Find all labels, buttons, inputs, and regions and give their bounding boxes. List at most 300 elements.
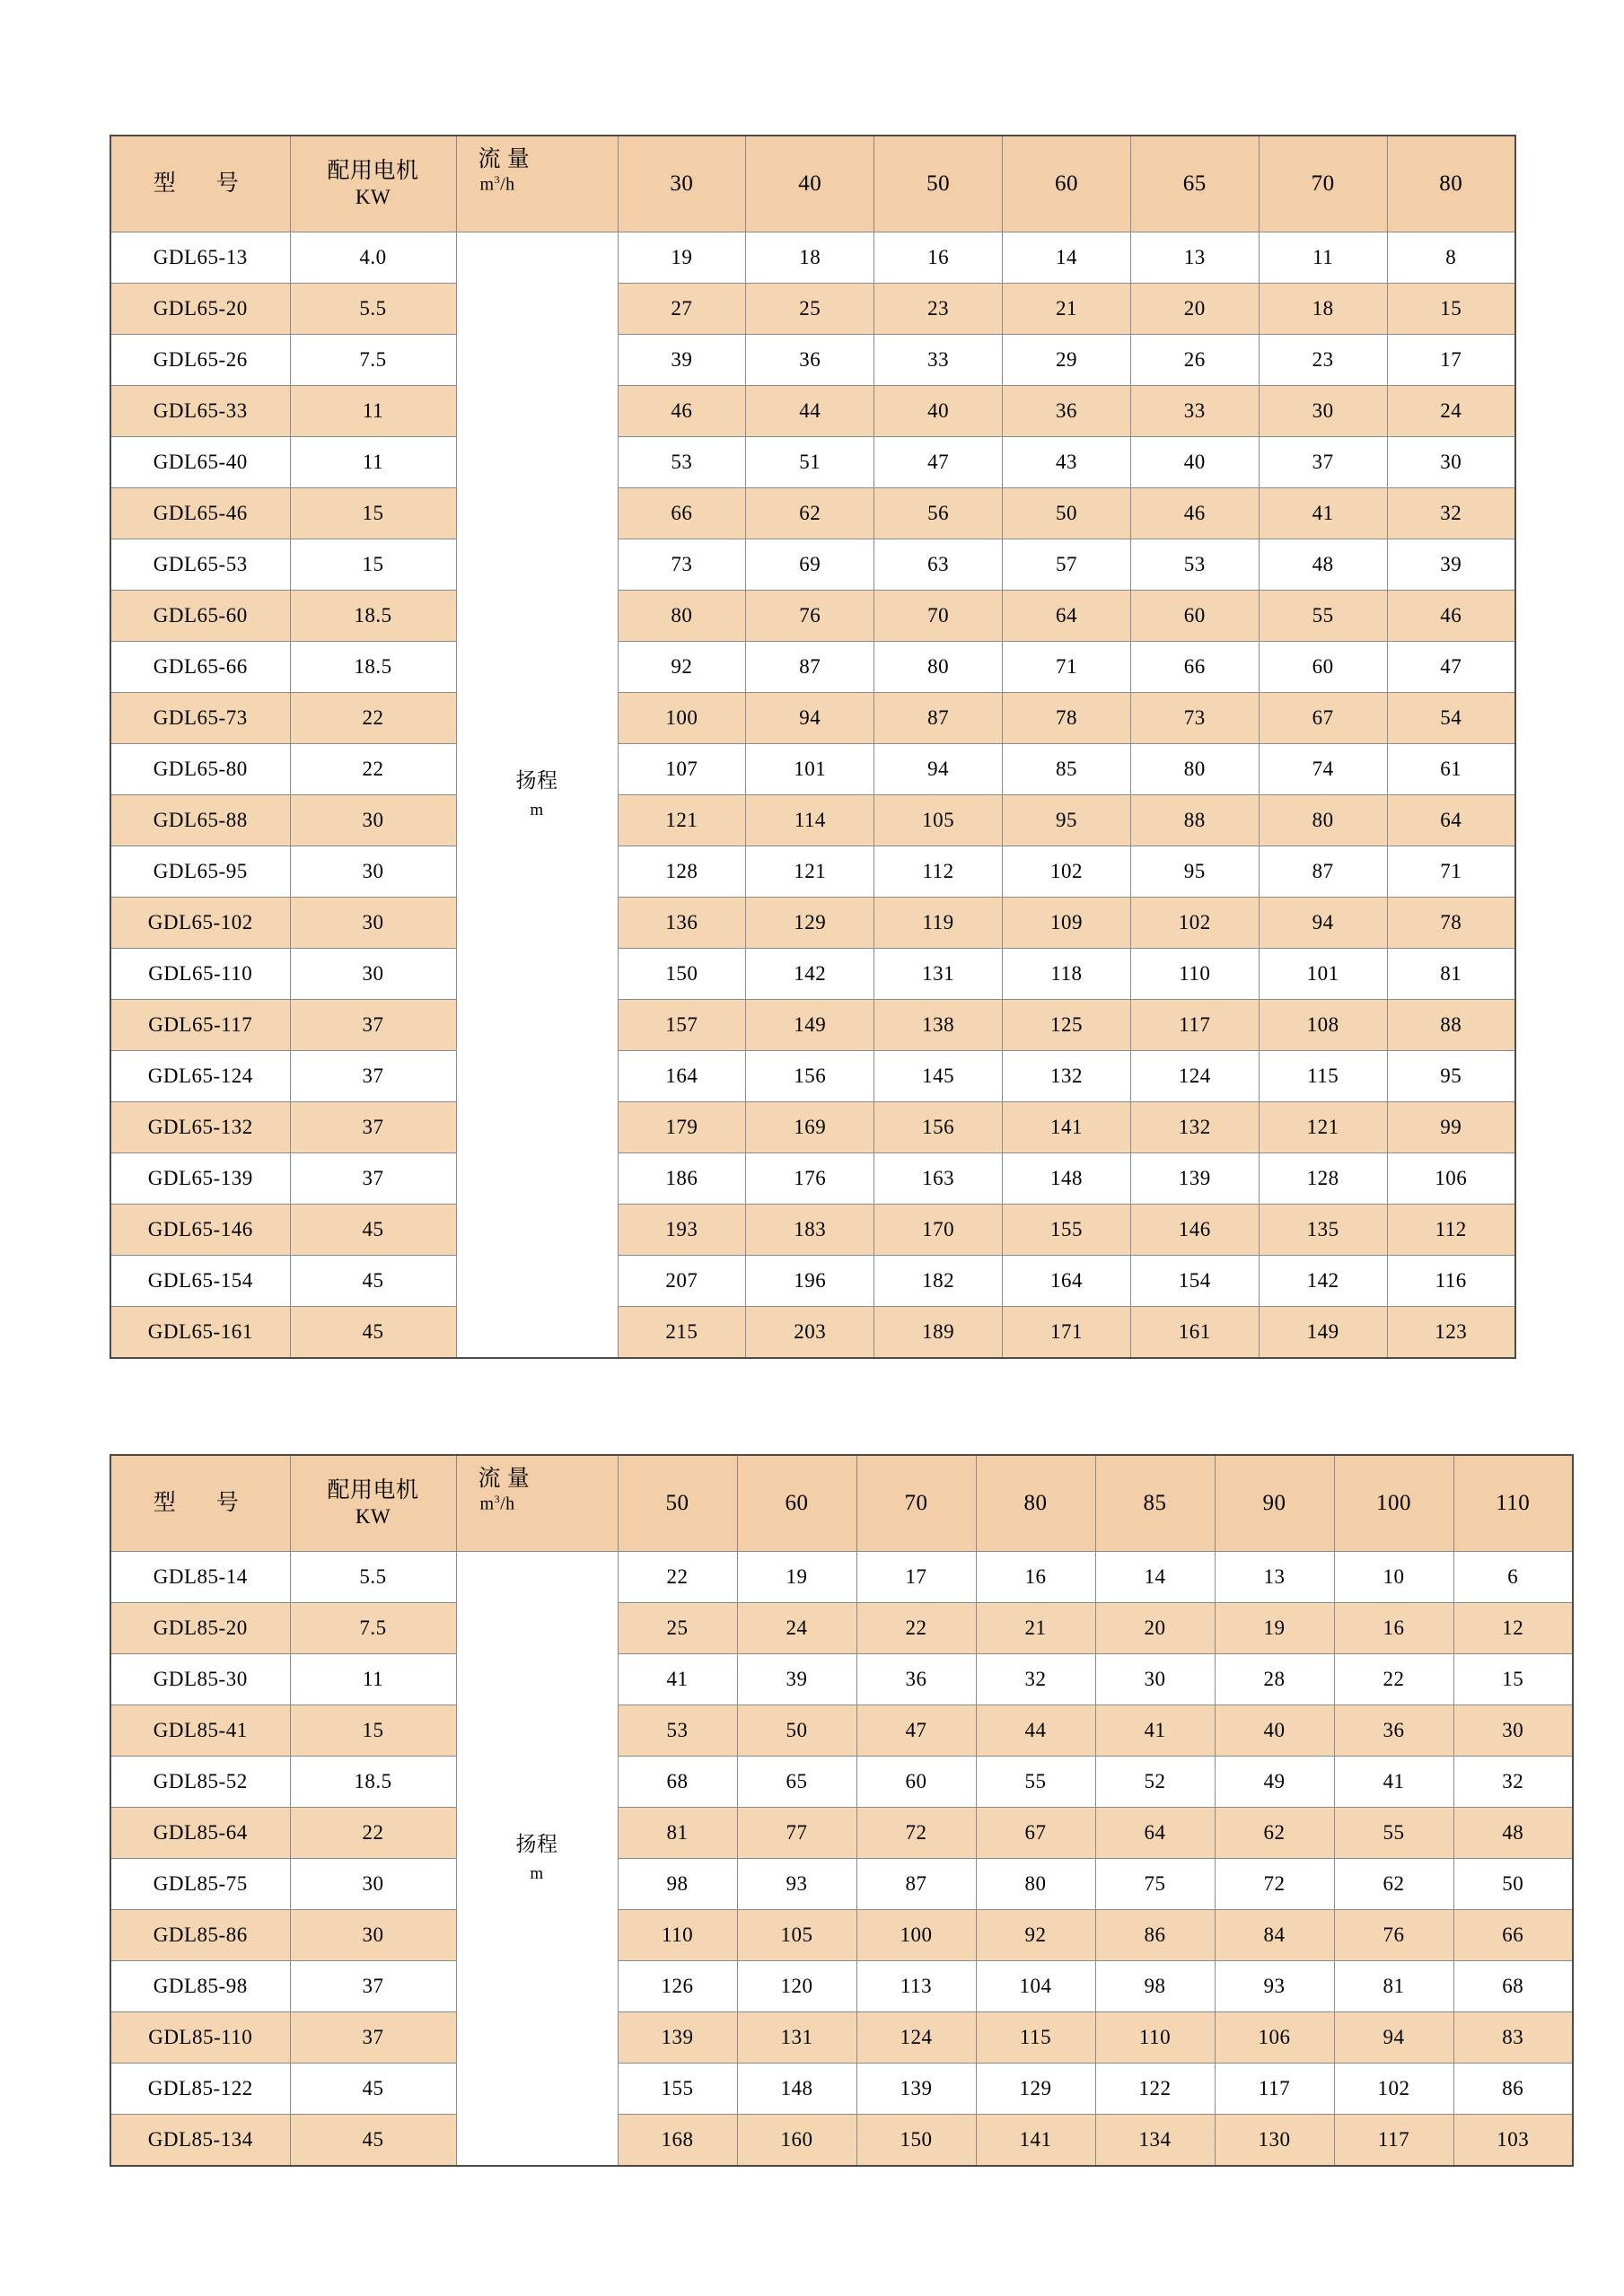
cell-head-value: 160 (737, 2115, 856, 2167)
cell-head-value: 40 (874, 386, 1003, 437)
cell-head-value: 85 (1003, 744, 1131, 795)
cell-head-value: 40 (1130, 437, 1259, 488)
cell-head-value: 117 (1130, 1000, 1259, 1051)
table-row (110, 1808, 1573, 1859)
cell-head-value: 87 (874, 693, 1003, 744)
cell-head-value: 36 (856, 1654, 976, 1705)
table-row (110, 1256, 1515, 1307)
cell-motor-power: 30 (290, 846, 456, 898)
table-row (110, 949, 1515, 1000)
cell-head-value: 40 (1215, 1705, 1334, 1757)
cell-head-value: 27 (618, 284, 746, 335)
cell-model: GDL65-53 (110, 539, 290, 591)
table-row (110, 1859, 1573, 1910)
cell-motor-power: 45 (290, 2115, 456, 2167)
cell-head-value: 163 (874, 1153, 1003, 1205)
table-body-gdl65 (110, 136, 1515, 1358)
cell-head-value: 80 (1259, 795, 1387, 846)
cell-model: GDL65-73 (110, 693, 290, 744)
header-motor-line2: KW (355, 1505, 391, 1529)
cell-model: GDL85-98 (110, 1961, 290, 2012)
cell-head-value: 131 (874, 949, 1003, 1000)
head-label-text: 扬程 (515, 1833, 558, 1856)
cell-head-value: 170 (874, 1205, 1003, 1256)
cell-head-value: 130 (1215, 2115, 1334, 2167)
table-body-gdl85 (110, 1455, 1573, 2166)
cell-head-value: 87 (856, 1859, 976, 1910)
cell-head-value: 36 (746, 335, 874, 386)
cell-head-value: 95 (1387, 1051, 1515, 1102)
cell-head-value: 121 (746, 846, 874, 898)
head-label-text: 扬程 (515, 769, 558, 793)
cell-head-value: 39 (618, 335, 746, 386)
table-row (110, 1153, 1515, 1205)
cell-head-value: 46 (1387, 591, 1515, 642)
cell-motor-power: 15 (290, 1705, 456, 1757)
cell-head-value: 29 (1003, 335, 1131, 386)
cell-head-value: 125 (1003, 1000, 1131, 1051)
cell-model: GDL65-110 (110, 949, 290, 1000)
cell-head-value: 53 (618, 437, 746, 488)
cell-head-value: 93 (737, 1859, 856, 1910)
table-row (110, 1205, 1515, 1256)
cell-motor-power: 45 (290, 2064, 456, 2115)
cell-model: GDL85-52 (110, 1757, 290, 1808)
cell-head-value: 101 (746, 744, 874, 795)
cell-head-value: 11 (1259, 232, 1387, 284)
cell-model: GDL65-124 (110, 1051, 290, 1102)
cell-motor-power: 37 (290, 1153, 456, 1205)
cell-model: GDL65-154 (110, 1256, 290, 1307)
cell-head-value: 30 (1387, 437, 1515, 488)
header-flow-value: 70 (1259, 136, 1387, 232)
cell-head-value: 64 (1003, 591, 1131, 642)
cell-head-value: 104 (976, 1961, 1095, 2012)
table-row (110, 335, 1515, 386)
header-flow-value: 60 (1003, 136, 1131, 232)
cell-head-value: 189 (874, 1307, 1003, 1359)
cell-head-value: 39 (1387, 539, 1515, 591)
table-row (110, 232, 1515, 284)
cell-head-value: 32 (976, 1654, 1095, 1705)
cell-motor-power: 45 (290, 1256, 456, 1307)
header-flow-value: 50 (618, 1455, 737, 1552)
cell-head-value: 193 (618, 1205, 746, 1256)
cell-head-value: 156 (874, 1102, 1003, 1153)
cell-model: GDL65-13 (110, 232, 290, 284)
cell-head-value: 80 (618, 591, 746, 642)
header-flow-value: 60 (737, 1455, 856, 1552)
spec-table-gdl65 (110, 135, 1516, 1359)
cell-head-value: 70 (874, 591, 1003, 642)
cell-head-value: 22 (856, 1603, 976, 1654)
cell-head-value: 65 (737, 1757, 856, 1808)
header-motor-line1: 配用电机 (327, 159, 419, 183)
cell-head-value: 20 (1130, 284, 1259, 335)
cell-head-value: 36 (1003, 386, 1131, 437)
cell-head-value: 110 (1130, 949, 1259, 1000)
cell-motor-power: 18.5 (290, 642, 456, 693)
cell-head-value: 98 (1095, 1961, 1215, 2012)
cell-motor-power: 37 (290, 1961, 456, 2012)
cell-head-value: 67 (1259, 693, 1387, 744)
cell-model: GDL65-60 (110, 591, 290, 642)
cell-head-value: 19 (618, 232, 746, 284)
cell-model: GDL65-132 (110, 1102, 290, 1153)
cell-head-value: 80 (1130, 744, 1259, 795)
cell-head-value: 95 (1003, 795, 1131, 846)
cell-motor-power: 30 (290, 949, 456, 1000)
header-flow (456, 1455, 618, 1552)
cell-head-value: 88 (1387, 1000, 1515, 1051)
cell-head-value: 55 (1334, 1808, 1453, 1859)
cell-model: GDL85-86 (110, 1910, 290, 1961)
cell-head-value: 117 (1334, 2115, 1453, 2167)
cell-head-value: 126 (618, 1961, 737, 2012)
cell-motor-power: 37 (290, 1102, 456, 1153)
cell-head-value: 196 (746, 1256, 874, 1307)
cell-motor-power: 37 (290, 2012, 456, 2064)
cell-motor-power: 30 (290, 898, 456, 949)
cell-model: GDL65-117 (110, 1000, 290, 1051)
table-header-row (110, 136, 1515, 232)
cell-model: GDL65-26 (110, 335, 290, 386)
cell-head-value: 75 (1095, 1859, 1215, 1910)
cell-head-value: 81 (1387, 949, 1515, 1000)
cell-model: GDL85-122 (110, 2064, 290, 2115)
cell-model: GDL65-146 (110, 1205, 290, 1256)
cell-head-value: 182 (874, 1256, 1003, 1307)
cell-head-value: 44 (746, 386, 874, 437)
cell-head-value: 132 (1003, 1051, 1131, 1102)
table-row (110, 1603, 1573, 1654)
cell-head-value: 76 (746, 591, 874, 642)
cell-head-value: 73 (618, 539, 746, 591)
cell-head-value: 32 (1387, 488, 1515, 539)
cell-head-value: 69 (746, 539, 874, 591)
header-flow-value: 50 (874, 136, 1003, 232)
cell-head-value: 106 (1387, 1153, 1515, 1205)
cell-head-value: 41 (1334, 1757, 1453, 1808)
cell-head-value: 74 (1259, 744, 1387, 795)
cell-head-value: 66 (1130, 642, 1259, 693)
cell-motor-power: 11 (290, 386, 456, 437)
cell-head-value: 101 (1259, 949, 1387, 1000)
cell-motor-power: 15 (290, 539, 456, 591)
cell-head-value: 87 (746, 642, 874, 693)
cell-head-value: 62 (746, 488, 874, 539)
cell-head-value: 46 (618, 386, 746, 437)
cell-head-value: 50 (1003, 488, 1131, 539)
cell-head-value: 68 (1453, 1961, 1573, 2012)
cell-head-value: 13 (1130, 232, 1259, 284)
cell-head-value: 49 (1215, 1757, 1334, 1808)
cell-head-value: 106 (1215, 2012, 1334, 2064)
cell-head-value: 183 (746, 1205, 874, 1256)
cell-head-value: 139 (856, 2064, 976, 2115)
cell-model: GDL85-75 (110, 1859, 290, 1910)
cell-motor-power: 4.0 (290, 232, 456, 284)
cell-model: GDL65-95 (110, 846, 290, 898)
cell-head-value: 30 (1259, 386, 1387, 437)
cell-head-value: 146 (1130, 1205, 1259, 1256)
header-flow-value: 100 (1334, 1455, 1453, 1552)
header-flow-unit: $m^3/h$ (479, 173, 515, 195)
cell-head-value: 77 (737, 1808, 856, 1859)
cell-head-label (456, 232, 618, 1359)
cell-head-value: 61 (1387, 744, 1515, 795)
cell-head-value: 13 (1215, 1552, 1334, 1603)
cell-head-value: 60 (1130, 591, 1259, 642)
spec-table-gdl85-wrap (110, 1454, 1531, 2167)
cell-head-value: 81 (1334, 1961, 1453, 2012)
cell-model: GDL85-41 (110, 1705, 290, 1757)
cell-head-value: 24 (1387, 386, 1515, 437)
header-motor-power (290, 1455, 456, 1552)
cell-head-value: 25 (618, 1603, 737, 1654)
cell-head-value: 84 (1215, 1910, 1334, 1961)
cell-head-value: 50 (1453, 1859, 1573, 1910)
cell-model: GDL85-20 (110, 1603, 290, 1654)
table-row (110, 1051, 1515, 1102)
cell-head-value: 92 (976, 1910, 1095, 1961)
header-flow-value: 65 (1130, 136, 1259, 232)
cell-head-value: 17 (1387, 335, 1515, 386)
cell-head-value: 47 (1387, 642, 1515, 693)
cell-head-value: 37 (1259, 437, 1387, 488)
cell-head-value: 120 (737, 1961, 856, 2012)
header-flow-line1: 流 量 (478, 1467, 531, 1491)
cell-head-value: 142 (746, 949, 874, 1000)
cell-head-value: 114 (746, 795, 874, 846)
cell-head-value: 100 (856, 1910, 976, 1961)
cell-head-value: 148 (1003, 1153, 1131, 1205)
header-motor-line1: 配用电机 (327, 1478, 419, 1503)
cell-head-value: 164 (1003, 1256, 1131, 1307)
table-header-row (110, 1455, 1573, 1552)
head-label-unit: m (530, 1864, 544, 1883)
cell-head-value: 115 (976, 2012, 1095, 2064)
cell-head-value: 72 (1215, 1859, 1334, 1910)
cell-head-value: 17 (856, 1552, 976, 1603)
cell-head-value: 179 (618, 1102, 746, 1153)
cell-head-value: 100 (618, 693, 746, 744)
cell-head-value: 20 (1095, 1603, 1215, 1654)
cell-head-value: 41 (618, 1654, 737, 1705)
cell-head-value: 76 (1334, 1910, 1453, 1961)
cell-head-value: 66 (618, 488, 746, 539)
cell-head-value: 25 (746, 284, 874, 335)
cell-head-value: 62 (1334, 1859, 1453, 1910)
cell-head-value: 83 (1453, 2012, 1573, 2064)
table-row (110, 1552, 1573, 1603)
table-row (110, 539, 1515, 591)
table-row (110, 1757, 1573, 1808)
cell-motor-power: 7.5 (290, 1603, 456, 1654)
cell-head-value: 112 (1387, 1205, 1515, 1256)
cell-head-value: 141 (1003, 1102, 1131, 1153)
cell-head-value: 44 (976, 1705, 1095, 1757)
cell-head-value: 41 (1259, 488, 1387, 539)
cell-motor-power: 18.5 (290, 591, 456, 642)
header-flow-value: 70 (856, 1455, 976, 1552)
cell-head-value: 46 (1130, 488, 1259, 539)
cell-head-value: 94 (746, 693, 874, 744)
cell-head-value: 145 (874, 1051, 1003, 1102)
table-row (110, 1654, 1573, 1705)
cell-motor-power: 18.5 (290, 1757, 456, 1808)
cell-head-value: 186 (618, 1153, 746, 1205)
cell-head-value: 168 (618, 2115, 737, 2167)
header-flow-value: 80 (976, 1455, 1095, 1552)
spec-table-gdl65-wrap (110, 135, 1514, 1359)
table-row (110, 2064, 1573, 2115)
cell-head-value: 39 (737, 1654, 856, 1705)
cell-model: GDL65-88 (110, 795, 290, 846)
cell-head-value: 155 (618, 2064, 737, 2115)
cell-head-value: 164 (618, 1051, 746, 1102)
cell-head-value: 52 (1095, 1757, 1215, 1808)
table-row (110, 693, 1515, 744)
cell-head-value: 66 (1453, 1910, 1573, 1961)
cell-head-value: 150 (856, 2115, 976, 2167)
cell-motor-power: 37 (290, 1000, 456, 1051)
cell-model: GDL85-14 (110, 1552, 290, 1603)
cell-head-value: 21 (976, 1603, 1095, 1654)
cell-head-value: 8 (1387, 232, 1515, 284)
cell-head-value: 67 (976, 1808, 1095, 1859)
cell-head-value: 108 (1259, 1000, 1387, 1051)
header-motor-power (290, 136, 456, 232)
table-row (110, 1307, 1515, 1359)
cell-head-value: 129 (976, 2064, 1095, 2115)
cell-head-value: 161 (1130, 1307, 1259, 1359)
cell-head-value: 94 (874, 744, 1003, 795)
cell-head-value: 124 (1130, 1051, 1259, 1102)
cell-motor-power: 11 (290, 1654, 456, 1705)
cell-head-value: 60 (856, 1757, 976, 1808)
table-row (110, 795, 1515, 846)
cell-motor-power: 30 (290, 795, 456, 846)
cell-head-value: 30 (1453, 1705, 1573, 1757)
cell-head-value: 156 (746, 1051, 874, 1102)
cell-head-value: 21 (1003, 284, 1131, 335)
cell-model: GDL85-134 (110, 2115, 290, 2167)
cell-head-value: 119 (874, 898, 1003, 949)
cell-model: GDL65-139 (110, 1153, 290, 1205)
cell-head-value: 6 (1453, 1552, 1573, 1603)
cell-head-value: 73 (1130, 693, 1259, 744)
cell-head-value: 124 (856, 2012, 976, 2064)
cell-model: GDL85-30 (110, 1654, 290, 1705)
header-flow-value: 40 (746, 136, 874, 232)
cell-model: GDL65-80 (110, 744, 290, 795)
cell-head-value: 23 (874, 284, 1003, 335)
cell-head-value: 43 (1003, 437, 1131, 488)
cell-head-value: 141 (976, 2115, 1095, 2167)
cell-head-value: 149 (1259, 1307, 1387, 1359)
cell-head-value: 78 (1387, 898, 1515, 949)
cell-head-value: 47 (874, 437, 1003, 488)
cell-head-value: 16 (976, 1552, 1095, 1603)
cell-head-value: 80 (874, 642, 1003, 693)
cell-motor-power: 45 (290, 1307, 456, 1359)
cell-head-value: 215 (618, 1307, 746, 1359)
cell-head-value: 95 (1130, 846, 1259, 898)
cell-head-value: 142 (1259, 1256, 1387, 1307)
cell-head-value: 86 (1453, 2064, 1573, 2115)
cell-head-value: 135 (1259, 1205, 1387, 1256)
cell-head-value: 55 (976, 1757, 1095, 1808)
cell-model: GDL65-20 (110, 284, 290, 335)
cell-head-value: 16 (1334, 1603, 1453, 1654)
cell-head-value: 99 (1387, 1102, 1515, 1153)
cell-head-value: 107 (618, 744, 746, 795)
cell-head-value: 139 (1130, 1153, 1259, 1205)
spec-table-gdl85 (110, 1454, 1574, 2167)
cell-head-value: 16 (874, 232, 1003, 284)
cell-head-value: 122 (1095, 2064, 1215, 2115)
cell-head-value: 203 (746, 1307, 874, 1359)
header-motor-line2: KW (355, 186, 391, 209)
cell-motor-power: 22 (290, 693, 456, 744)
header-flow-value: 30 (618, 136, 746, 232)
cell-head-value: 22 (618, 1552, 737, 1603)
header-flow-value: 85 (1095, 1455, 1215, 1552)
cell-head-value: 64 (1387, 795, 1515, 846)
cell-head-value: 53 (618, 1705, 737, 1757)
cell-head-value: 169 (746, 1102, 874, 1153)
cell-head-value: 50 (737, 1705, 856, 1757)
table-row (110, 1910, 1573, 1961)
cell-head-value: 51 (746, 437, 874, 488)
header-model: 型 号 (110, 136, 290, 232)
cell-head-value: 80 (976, 1859, 1095, 1910)
cell-head-value: 32 (1453, 1757, 1573, 1808)
cell-head-value: 171 (1003, 1307, 1131, 1359)
header-flow-value: 80 (1387, 136, 1515, 232)
cell-head-value: 15 (1453, 1654, 1573, 1705)
cell-motor-power: 30 (290, 1859, 456, 1910)
cell-head-value: 118 (1003, 949, 1131, 1000)
cell-motor-power: 5.5 (290, 1552, 456, 1603)
cell-model: GDL85-64 (110, 1808, 290, 1859)
cell-head-value: 103 (1453, 2115, 1573, 2167)
table-row (110, 846, 1515, 898)
cell-head-value: 128 (618, 846, 746, 898)
cell-head-value: 33 (1130, 386, 1259, 437)
cell-motor-power: 22 (290, 744, 456, 795)
cell-head-value: 93 (1215, 1961, 1334, 2012)
cell-head-value: 105 (737, 1910, 856, 1961)
cell-motor-power: 15 (290, 488, 456, 539)
cell-model: GDL85-110 (110, 2012, 290, 2064)
cell-head-value: 36 (1334, 1705, 1453, 1757)
table-row (110, 488, 1515, 539)
table-row (110, 591, 1515, 642)
cell-head-value: 87 (1259, 846, 1387, 898)
cell-head-value: 81 (618, 1808, 737, 1859)
cell-head-value: 33 (874, 335, 1003, 386)
cell-head-value: 88 (1130, 795, 1259, 846)
table-row (110, 898, 1515, 949)
cell-head-value: 78 (1003, 693, 1131, 744)
cell-head-value: 14 (1095, 1552, 1215, 1603)
cell-head-value: 149 (746, 1000, 874, 1051)
cell-head-value: 56 (874, 488, 1003, 539)
cell-head-value: 105 (874, 795, 1003, 846)
cell-head-value: 139 (618, 2012, 737, 2064)
